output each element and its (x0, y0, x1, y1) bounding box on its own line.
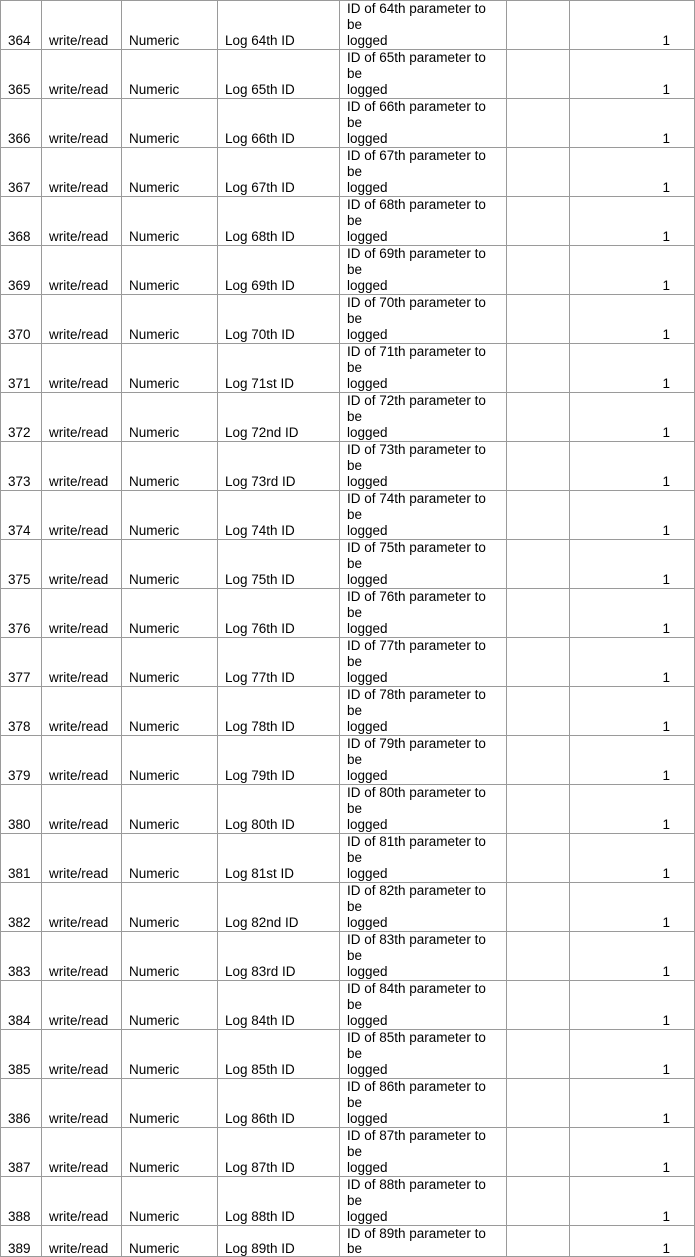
table-row (1, 540, 695, 589)
access-mode-cell: write/read (42, 540, 122, 589)
empty-cell (507, 834, 570, 883)
description-cell (340, 1226, 507, 1257)
data-type-cell: Numeric (122, 883, 218, 932)
empty-cell (507, 197, 570, 246)
length-cell: 1 (570, 1030, 695, 1079)
description-line-2: logged (347, 82, 388, 97)
description-cell (340, 932, 507, 981)
description-line-2: logged (347, 376, 388, 391)
description-cell (340, 50, 507, 99)
parameter-name-cell: Log 74th ID (218, 491, 340, 540)
empty-cell (507, 1226, 570, 1257)
empty-cell (507, 99, 570, 148)
description-cell (340, 491, 507, 540)
register-number-cell: 386 (1, 1079, 42, 1128)
data-type-cell: Numeric (122, 442, 218, 491)
access-mode-cell: write/read (42, 1177, 122, 1226)
description-cell (340, 1128, 507, 1177)
access-mode-cell: write/read (42, 295, 122, 344)
length-cell: 1 (570, 442, 695, 491)
parameter-name-cell: Log 86th ID (218, 1079, 340, 1128)
description-line-2: logged (347, 719, 388, 734)
access-mode-cell: write/read (42, 1128, 122, 1177)
length-cell: 1 (570, 932, 695, 981)
parameter-name-cell: Log 70th ID (218, 295, 340, 344)
access-mode-cell: write/read (42, 99, 122, 148)
parameter-table-body (1, 1, 695, 1257)
description-line-1: ID of 76th parameter to be (347, 589, 486, 620)
description-cell (340, 197, 507, 246)
parameter-name-cell: Log 68th ID (218, 197, 340, 246)
register-number-cell: 384 (1, 981, 42, 1030)
description-line-2: logged (347, 33, 388, 48)
parameter-name-cell: Log 89th ID (218, 1226, 340, 1257)
table-row (1, 883, 695, 932)
register-number-cell: 383 (1, 932, 42, 981)
length-cell: 1 (570, 1128, 695, 1177)
data-type-cell: Numeric (122, 687, 218, 736)
empty-cell (507, 1177, 570, 1226)
table-row (1, 785, 695, 834)
parameter-name-cell: Log 65th ID (218, 50, 340, 99)
description-cell (340, 1030, 507, 1079)
access-mode-cell: write/read (42, 148, 122, 197)
length-cell: 1 (570, 785, 695, 834)
description-line-1: ID of 74th parameter to be (347, 491, 486, 522)
description-line-2: logged (347, 1160, 388, 1175)
data-type-cell: Numeric (122, 1177, 218, 1226)
description-line-1: ID of 67th parameter to be (347, 148, 486, 179)
parameter-name-cell: Log 77th ID (218, 638, 340, 687)
description-line-1: ID of 88th parameter to be (347, 1177, 486, 1208)
table-row (1, 491, 695, 540)
empty-cell (507, 50, 570, 99)
description-line-1: ID of 84th parameter to be (347, 981, 486, 1012)
access-mode-cell: write/read (42, 442, 122, 491)
description-cell (340, 834, 507, 883)
data-type-cell: Numeric (122, 834, 218, 883)
description-line-2: logged (347, 1013, 388, 1028)
length-cell: 1 (570, 1079, 695, 1128)
description-line-2: logged (347, 523, 388, 538)
description-line-1: ID of 77th parameter to be (347, 638, 486, 669)
register-number-cell: 365 (1, 50, 42, 99)
description-line-1: ID of 82th parameter to be (347, 883, 486, 914)
description-line-1: ID of 83th parameter to be (347, 932, 486, 963)
length-cell: 1 (570, 295, 695, 344)
empty-cell (507, 883, 570, 932)
register-number-cell: 381 (1, 834, 42, 883)
description-cell (340, 295, 507, 344)
table-row (1, 834, 695, 883)
data-type-cell: Numeric (122, 295, 218, 344)
description-cell (340, 736, 507, 785)
description-cell (340, 785, 507, 834)
table-row (1, 638, 695, 687)
access-mode-cell: write/read (42, 344, 122, 393)
description-line-2: logged (347, 572, 388, 587)
description-cell (340, 638, 507, 687)
data-type-cell: Numeric (122, 932, 218, 981)
data-type-cell: Numeric (122, 1079, 218, 1128)
parameter-name-cell: Log 75th ID (218, 540, 340, 589)
description-line-2: logged (347, 1209, 388, 1224)
register-number-cell: 373 (1, 442, 42, 491)
description-cell (340, 442, 507, 491)
empty-cell (507, 442, 570, 491)
table-row (1, 1030, 695, 1079)
register-number-cell: 375 (1, 540, 42, 589)
description-cell (340, 589, 507, 638)
length-cell: 1 (570, 1, 695, 50)
parameter-name-cell: Log 64th ID (218, 1, 340, 50)
access-mode-cell: write/read (42, 246, 122, 295)
description-line-2: logged (347, 621, 388, 636)
register-number-cell: 376 (1, 589, 42, 638)
table-row (1, 687, 695, 736)
description-line-1: ID of 64th parameter to be (347, 1, 486, 32)
data-type-cell: Numeric (122, 1226, 218, 1257)
table-row (1, 442, 695, 491)
parameter-name-cell: Log 78th ID (218, 687, 340, 736)
table-row (1, 736, 695, 785)
description-line-1: ID of 79th parameter to be (347, 736, 486, 767)
table-row (1, 1128, 695, 1177)
data-type-cell: Numeric (122, 491, 218, 540)
description-line-2: logged (347, 278, 388, 293)
data-type-cell: Numeric (122, 785, 218, 834)
table-row (1, 1, 695, 50)
description-line-1: ID of 75th parameter to be (347, 540, 486, 571)
description-cell (340, 1177, 507, 1226)
register-number-cell: 388 (1, 1177, 42, 1226)
description-line-2: logged (347, 229, 388, 244)
parameter-name-cell: Log 66th ID (218, 99, 340, 148)
length-cell: 1 (570, 246, 695, 295)
empty-cell (507, 491, 570, 540)
table-row (1, 197, 695, 246)
empty-cell (507, 589, 570, 638)
table-row (1, 1079, 695, 1128)
empty-cell (507, 785, 570, 834)
register-number-cell: 367 (1, 148, 42, 197)
description-cell (340, 393, 507, 442)
description-line-2: logged (347, 866, 388, 881)
description-cell (340, 981, 507, 1030)
access-mode-cell: write/read (42, 932, 122, 981)
register-number-cell: 385 (1, 1030, 42, 1079)
table-row (1, 50, 695, 99)
description-line-2: logged (347, 1111, 388, 1126)
data-type-cell: Numeric (122, 638, 218, 687)
description-line-1: ID of 86th parameter to be (347, 1079, 486, 1110)
access-mode-cell: write/read (42, 393, 122, 442)
length-cell: 1 (570, 148, 695, 197)
description-line-2: logged (347, 915, 388, 930)
register-number-cell: 382 (1, 883, 42, 932)
data-type-cell: Numeric (122, 344, 218, 393)
parameter-name-cell: Log 81st ID (218, 834, 340, 883)
description-line-1: ID of 80th parameter to be (347, 785, 486, 816)
register-number-cell: 389 (1, 1226, 42, 1257)
table-row (1, 393, 695, 442)
description-line-1: ID of 78th parameter to be (347, 687, 486, 718)
data-type-cell: Numeric (122, 736, 218, 785)
empty-cell (507, 1, 570, 50)
length-cell: 1 (570, 981, 695, 1030)
access-mode-cell: write/read (42, 1, 122, 50)
register-number-cell: 380 (1, 785, 42, 834)
access-mode-cell: write/read (42, 736, 122, 785)
table-row (1, 1177, 695, 1226)
data-type-cell: Numeric (122, 148, 218, 197)
table-row (1, 1226, 695, 1257)
parameter-name-cell: Log 69th ID (218, 246, 340, 295)
data-type-cell: Numeric (122, 197, 218, 246)
description-cell (340, 99, 507, 148)
parameter-name-cell: Log 76th ID (218, 589, 340, 638)
length-cell: 1 (570, 99, 695, 148)
register-number-cell: 378 (1, 687, 42, 736)
description-cell (340, 1, 507, 50)
parameter-name-cell: Log 73rd ID (218, 442, 340, 491)
length-cell: 1 (570, 491, 695, 540)
description-line-2: logged (347, 327, 388, 342)
description-line-1: ID of 73th parameter to be (347, 442, 486, 473)
length-cell: 1 (570, 197, 695, 246)
access-mode-cell: write/read (42, 883, 122, 932)
description-line-2: logged (347, 474, 388, 489)
access-mode-cell: write/read (42, 981, 122, 1030)
empty-cell (507, 981, 570, 1030)
data-type-cell: Numeric (122, 540, 218, 589)
description-line-2: logged (347, 964, 388, 979)
description-cell (340, 687, 507, 736)
parameter-name-cell: Log 83rd ID (218, 932, 340, 981)
description-line-2: logged (347, 180, 388, 195)
access-mode-cell: write/read (42, 491, 122, 540)
empty-cell (507, 736, 570, 785)
description-line-1: ID of 87th parameter to be (347, 1128, 486, 1159)
empty-cell (507, 932, 570, 981)
table-row (1, 981, 695, 1030)
parameter-name-cell: Log 85th ID (218, 1030, 340, 1079)
length-cell: 1 (570, 344, 695, 393)
register-number-cell: 374 (1, 491, 42, 540)
description-line-1: ID of 89th parameter to be (347, 1226, 486, 1256)
table-row (1, 932, 695, 981)
register-number-cell: 364 (1, 1, 42, 50)
description-line-2: logged (347, 131, 388, 146)
data-type-cell: Numeric (122, 393, 218, 442)
length-cell: 1 (570, 883, 695, 932)
description-line-2: logged (347, 817, 388, 832)
description-line-1: ID of 69th parameter to be (347, 246, 486, 277)
empty-cell (507, 393, 570, 442)
access-mode-cell: write/read (42, 197, 122, 246)
description-line-2: logged (347, 768, 388, 783)
parameter-name-cell: Log 79th ID (218, 736, 340, 785)
access-mode-cell: write/read (42, 638, 122, 687)
description-line-1: ID of 85th parameter to be (347, 1030, 486, 1061)
description-cell (340, 246, 507, 295)
description-cell (340, 883, 507, 932)
empty-cell (507, 540, 570, 589)
parameter-name-cell: Log 67th ID (218, 148, 340, 197)
table-row (1, 589, 695, 638)
empty-cell (507, 148, 570, 197)
table-row (1, 99, 695, 148)
parameter-name-cell: Log 88th ID (218, 1177, 340, 1226)
access-mode-cell: write/read (42, 50, 122, 99)
length-cell: 1 (570, 687, 695, 736)
description-line-1: ID of 81th parameter to be (347, 834, 486, 865)
description-line-1: ID of 66th parameter to be (347, 99, 486, 130)
length-cell: 1 (570, 736, 695, 785)
register-number-cell: 387 (1, 1128, 42, 1177)
data-type-cell: Numeric (122, 1, 218, 50)
register-number-cell: 371 (1, 344, 42, 393)
register-number-cell: 379 (1, 736, 42, 785)
table-row (1, 246, 695, 295)
access-mode-cell: write/read (42, 1079, 122, 1128)
access-mode-cell: write/read (42, 589, 122, 638)
length-cell: 1 (570, 50, 695, 99)
description-line-1: ID of 65th parameter to be (347, 50, 486, 81)
data-type-cell: Numeric (122, 1128, 218, 1177)
register-number-cell: 377 (1, 638, 42, 687)
access-mode-cell: write/read (42, 834, 122, 883)
table-row (1, 344, 695, 393)
empty-cell (507, 1079, 570, 1128)
empty-cell (507, 1030, 570, 1079)
access-mode-cell: write/read (42, 1226, 122, 1257)
empty-cell (507, 246, 570, 295)
register-number-cell: 370 (1, 295, 42, 344)
data-type-cell: Numeric (122, 981, 218, 1030)
table-row (1, 148, 695, 197)
register-number-cell: 369 (1, 246, 42, 295)
parameter-name-cell: Log 87th ID (218, 1128, 340, 1177)
table-row (1, 295, 695, 344)
data-type-cell: Numeric (122, 246, 218, 295)
empty-cell (507, 295, 570, 344)
data-type-cell: Numeric (122, 1030, 218, 1079)
access-mode-cell: write/read (42, 687, 122, 736)
access-mode-cell: write/read (42, 1030, 122, 1079)
register-number-cell: 372 (1, 393, 42, 442)
empty-cell (507, 687, 570, 736)
description-cell (340, 148, 507, 197)
empty-cell (507, 638, 570, 687)
length-cell: 1 (570, 540, 695, 589)
parameter-name-cell: Log 82nd ID (218, 883, 340, 932)
length-cell: 1 (570, 1177, 695, 1226)
empty-cell (507, 1128, 570, 1177)
register-number-cell: 366 (1, 99, 42, 148)
access-mode-cell: write/read (42, 785, 122, 834)
data-type-cell: Numeric (122, 99, 218, 148)
parameter-name-cell: Log 80th ID (218, 785, 340, 834)
data-type-cell: Numeric (122, 50, 218, 99)
description-line-2: logged (347, 670, 388, 685)
register-number-cell: 368 (1, 197, 42, 246)
description-cell (340, 344, 507, 393)
description-line-1: ID of 68th parameter to be (347, 197, 486, 228)
empty-cell (507, 344, 570, 393)
length-cell: 1 (570, 638, 695, 687)
length-cell: 1 (570, 834, 695, 883)
length-cell: 1 (570, 1226, 695, 1257)
description-line-1: ID of 70th parameter to be (347, 295, 486, 326)
parameter-name-cell: Log 71st ID (218, 344, 340, 393)
data-type-cell: Numeric (122, 589, 218, 638)
parameter-name-cell: Log 84th ID (218, 981, 340, 1030)
description-line-2: logged (347, 425, 388, 440)
length-cell: 1 (570, 589, 695, 638)
description-line-2: logged (347, 1062, 388, 1077)
length-cell: 1 (570, 393, 695, 442)
parameter-name-cell: Log 72nd ID (218, 393, 340, 442)
description-cell (340, 1079, 507, 1128)
description-cell (340, 540, 507, 589)
description-line-1: ID of 72th parameter to be (347, 393, 486, 424)
description-line-1: ID of 71th parameter to be (347, 344, 486, 375)
